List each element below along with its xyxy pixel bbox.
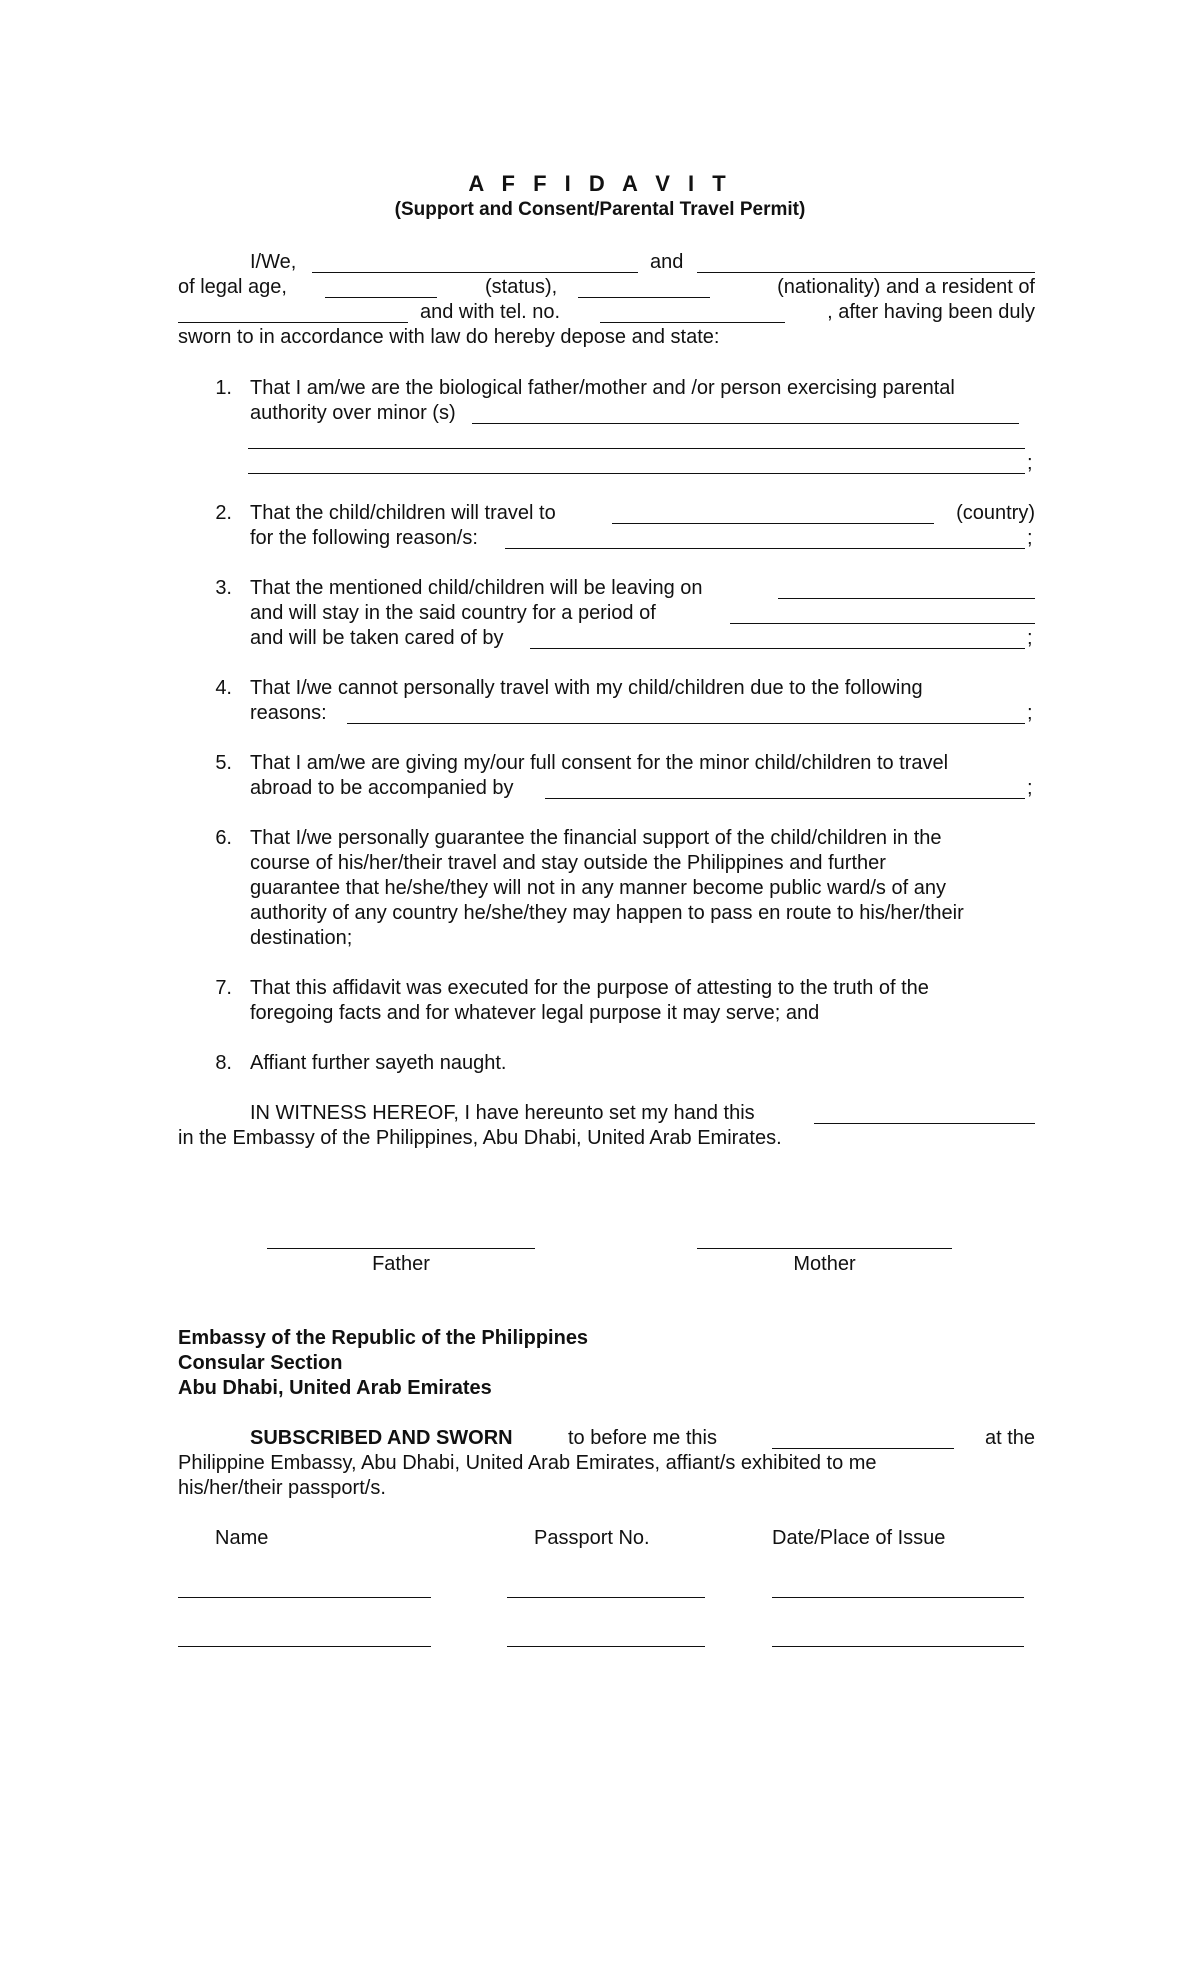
- embassy-line-3: Abu Dhabi, United Arab Emirates: [178, 1377, 492, 1399]
- age-blank[interactable]: [325, 297, 437, 298]
- item-4-line-1: That I/we cannot personally travel with my child/children due to the following: [250, 677, 923, 699]
- intro-with-tel: and with tel. no.: [420, 301, 561, 323]
- status-blank[interactable]: [578, 297, 710, 298]
- intro-sworn-line: sworn to in accordance with law do hereby depose and state:: [178, 326, 720, 348]
- period-blank[interactable]: [730, 623, 1035, 624]
- row-1-date-blank[interactable]: [772, 1597, 1024, 1598]
- jurat-at-the: at the: [984, 1427, 1035, 1449]
- caretaker-blank[interactable]: [530, 648, 1025, 649]
- cannot-travel-reason-blank[interactable]: [347, 723, 1025, 724]
- item-6-line-3: guarantee that he/she/they will not in any manner become public ward/s of any: [250, 877, 946, 899]
- name-blank-1[interactable]: [312, 272, 638, 273]
- item-1-line-2: authority over minor (s): [250, 402, 456, 424]
- row-2-passport-blank[interactable]: [507, 1646, 705, 1647]
- jurat-line-3: his/her/their passport/s.: [178, 1477, 386, 1499]
- item-5-semicolon: ;: [1027, 777, 1033, 799]
- item-2-number: 2.: [215, 502, 232, 524]
- mother-label: Mother: [793, 1253, 856, 1275]
- intro-status: (status),: [485, 276, 558, 298]
- item-4-line-2: reasons:: [250, 702, 327, 724]
- column-passport-header: Passport No.: [534, 1527, 650, 1549]
- document-title: A F F I D A V I T: [468, 171, 732, 196]
- minor-blank-3[interactable]: [248, 473, 1025, 474]
- item-6-line-2: course of his/her/their travel and stay outside the Philippines and further: [250, 852, 886, 874]
- item-7-line-1: That this affidavit was executed for the purpose of attesting to the truth of the: [250, 977, 929, 999]
- intro-after-sworn: , after having been duly: [827, 301, 1035, 323]
- embassy-line-2: Consular Section: [178, 1352, 343, 1374]
- embassy-line-1: Embassy of the Republic of the Philippines: [178, 1327, 589, 1349]
- intro-nationality: (nationality) and a resident of: [777, 276, 1035, 298]
- item-3-line-1: That the mentioned child/children will be leaving on: [250, 577, 703, 599]
- item-6-line-5: destination;: [250, 927, 353, 949]
- leaving-date-blank[interactable]: [778, 598, 1035, 599]
- tel-blank[interactable]: [600, 322, 785, 323]
- father-label: Father: [372, 1253, 430, 1275]
- column-name-header: Name: [215, 1527, 269, 1549]
- column-date-header: Date/Place of Issue: [772, 1527, 946, 1549]
- item-2-line-2: for the following reason/s:: [250, 527, 478, 549]
- intro-and: and: [650, 251, 684, 273]
- mother-signature-line[interactable]: [697, 1248, 952, 1249]
- companion-blank[interactable]: [545, 798, 1025, 799]
- item-3-line-2: and will stay in the said country for a period of: [250, 602, 656, 624]
- country-blank[interactable]: [612, 523, 934, 524]
- item-8-number: 8.: [215, 1052, 232, 1074]
- item-4-number: 4.: [215, 677, 232, 699]
- item-1-semicolon: ;: [1027, 452, 1033, 474]
- row-2-date-blank[interactable]: [772, 1646, 1024, 1647]
- item-6-line-1: That I/we personally guarantee the financial support of the child/children in the: [250, 827, 942, 849]
- item-5-line-1: That I am/we are giving my/our full consent for the minor child/children to travel: [250, 752, 949, 774]
- item-2-country: (country): [956, 502, 1035, 524]
- jurat-to-before: to before me this: [568, 1427, 717, 1449]
- document-subtitle: (Support and Consent/Parental Travel Permit): [394, 199, 806, 220]
- witness-line-2: in the Embassy of the Philippines, Abu Dhabi, United Arab Emirates.: [178, 1127, 782, 1149]
- row-1-passport-blank[interactable]: [507, 1597, 705, 1598]
- item-1-line-1: That I am/we are the biological father/mother and /or person exercising parental: [250, 377, 955, 399]
- item-5-line-2: abroad to be accompanied by: [250, 777, 514, 799]
- item-2-line-1: That the child/children will travel to: [250, 502, 556, 524]
- residence-blank[interactable]: [178, 322, 408, 323]
- jurat-date-blank[interactable]: [772, 1448, 954, 1449]
- intro-of-legal-age: of legal age,: [178, 276, 287, 298]
- item-2-semicolon: ;: [1027, 527, 1033, 549]
- item-1-number: 1.: [215, 377, 232, 399]
- item-7-number: 7.: [215, 977, 232, 999]
- jurat-bold: SUBSCRIBED AND SWORN: [250, 1427, 513, 1449]
- reason-blank[interactable]: [505, 548, 1025, 549]
- jurat-line-2: Philippine Embassy, Abu Dhabi, United Arab Emirates, affiant/s exhibited to me: [178, 1452, 877, 1474]
- row-1-name-blank[interactable]: [178, 1597, 431, 1598]
- item-3-semicolon: ;: [1027, 627, 1033, 649]
- item-4-semicolon: ;: [1027, 702, 1033, 724]
- item-8-line-1: Affiant further sayeth naught.: [250, 1052, 507, 1074]
- item-6-number: 6.: [215, 827, 232, 849]
- witness-line-1: IN WITNESS HEREOF, I have hereunto set my hand this: [250, 1102, 755, 1124]
- item-6-line-4: authority of any country he/she/they may happen to pass en route to his/her/their: [250, 902, 964, 924]
- item-7-line-2: foregoing facts and for whatever legal purpose it may serve; and: [250, 1002, 820, 1024]
- item-3-number: 3.: [215, 577, 232, 599]
- witness-date-blank[interactable]: [814, 1123, 1035, 1124]
- row-2-name-blank[interactable]: [178, 1646, 431, 1647]
- minor-blank-2[interactable]: [248, 448, 1025, 449]
- item-5-number: 5.: [215, 752, 232, 774]
- intro-iwe: I/We,: [250, 251, 297, 273]
- name-blank-2[interactable]: [697, 272, 1035, 273]
- father-signature-line[interactable]: [267, 1248, 535, 1249]
- item-3-line-3: and will be taken cared of by: [250, 627, 504, 649]
- minor-blank-1[interactable]: [472, 423, 1019, 424]
